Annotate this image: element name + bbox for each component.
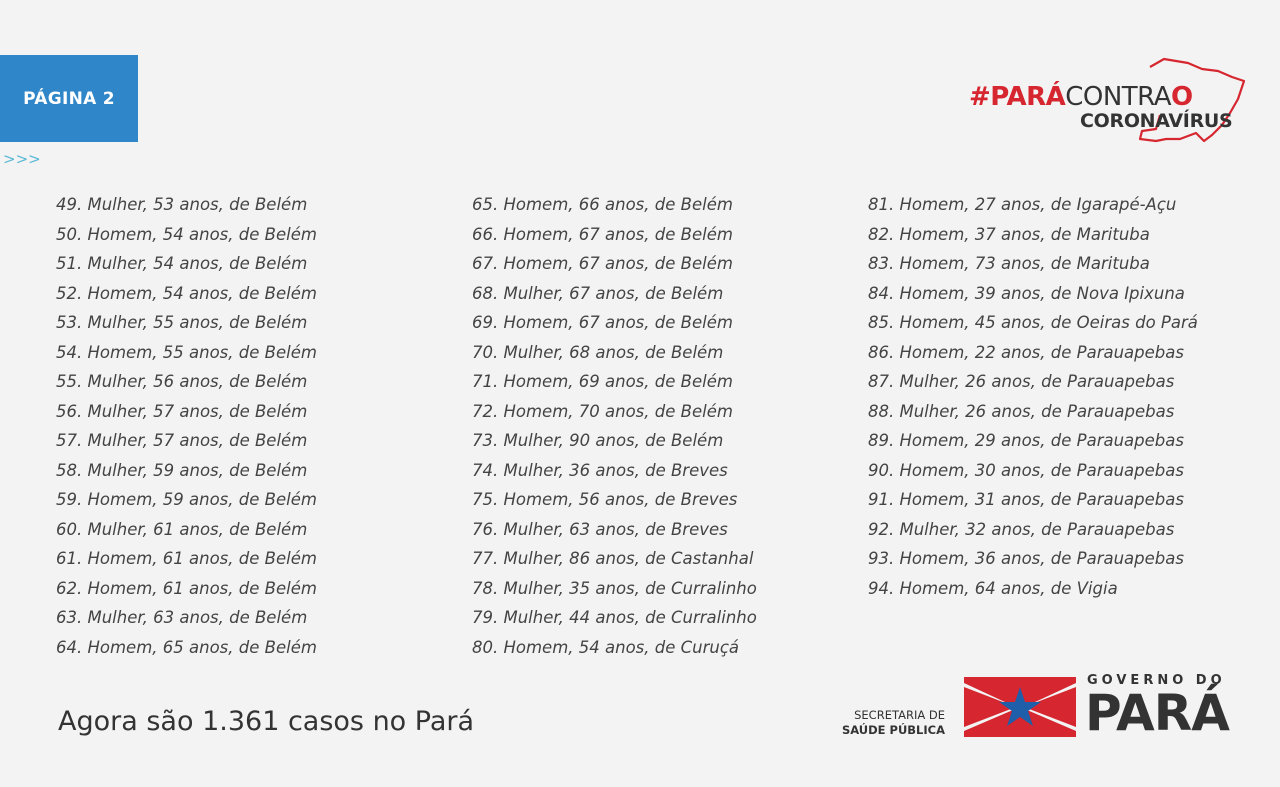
list-item: 64. Homem, 65 anos, de Belém (56, 637, 317, 657)
list-item: 56. Mulher, 57 anos, de Belém (56, 401, 308, 421)
list-item: 93. Homem, 36 anos, de Parauapebas (868, 549, 1184, 568)
list-item: 89. Homem, 29 anos, de Parauapebas (868, 431, 1184, 450)
list-item: 49. Mulher, 53 anos, de Belém (56, 195, 308, 214)
list-item: 57. Mulher, 57 anos, de Belém (56, 431, 308, 450)
case-list-column-1 (56, 190, 317, 662)
list-item: 69. Homem, 67 anos, de Belém (472, 313, 733, 332)
list-item: 54. Homem, 55 anos, de Belém (56, 342, 317, 362)
list-item: 94. Homem, 64 anos, de Vigia (868, 578, 1118, 598)
list-item: 79. Mulher, 44 anos, de Curralinho (472, 608, 757, 627)
list-item: 92. Mulher, 32 anos, de Parauapebas (868, 519, 1175, 539)
list-item: 85. Homem, 45 anos, de Oeiras do Pará (868, 313, 1198, 332)
case-list-column-2 (472, 190, 757, 662)
list-item: 65. Homem, 66 anos, de Belém (472, 195, 733, 214)
list-item: 51. Mulher, 54 anos, de Belém (56, 254, 308, 273)
case-list-column-3 (868, 190, 1198, 603)
secretaria-label (810, 708, 945, 738)
campaign-hashtag (969, 82, 1193, 112)
list-item: 70. Mulher, 68 anos, de Belém (472, 342, 724, 362)
page-label: PÁGINA 2 (23, 88, 115, 109)
list-item: 61. Homem, 61 anos, de Belém (56, 549, 317, 568)
list-item: 91. Homem, 31 anos, de Parauapebas (868, 490, 1184, 509)
list-item: 59. Homem, 59 anos, de Belém (56, 490, 317, 509)
campaign-coronavirus: CORONAVÍRUS (1080, 110, 1233, 132)
list-item: 62. Homem, 61 anos, de Belém (56, 578, 317, 598)
list-item: 82. Homem, 37 anos, de Marituba (868, 224, 1150, 244)
hash-sign: # (969, 82, 991, 112)
list-item: 63. Mulher, 63 anos, de Belém (56, 608, 308, 627)
list-item: 52. Homem, 54 anos, de Belém (56, 283, 317, 303)
list-item: 87. Mulher, 26 anos, de Parauapebas (868, 372, 1175, 391)
page-badge (0, 55, 138, 142)
list-item: 72. Homem, 70 anos, de Belém (472, 401, 733, 421)
list-item: 84. Homem, 39 anos, de Nova Ipixuna (868, 283, 1185, 303)
list-item: 80. Homem, 54 anos, de Curuçá (472, 637, 740, 657)
hashtag-contra: CONTRA (1065, 82, 1171, 112)
list-item: 77. Mulher, 86 anos, de Castanhal (472, 549, 754, 568)
list-item: 58. Mulher, 59 anos, de Belém (56, 460, 308, 480)
list-item: 73. Mulher, 90 anos, de Belém (472, 431, 724, 450)
list-item: 71. Homem, 69 anos, de Belém (472, 372, 733, 391)
list-item: 55. Mulher, 56 anos, de Belém (56, 372, 308, 391)
secretaria-line-2: SAÚDE PÚBLICA (841, 723, 945, 737)
hashtag-para: PARÁ (990, 82, 1066, 112)
list-item: 53. Mulher, 55 anos, de Belém (56, 313, 308, 332)
list-item: 83. Homem, 73 anos, de Marituba (868, 254, 1150, 273)
list-item: 76. Mulher, 63 anos, de Breves (472, 519, 728, 539)
list-item: 74. Mulher, 36 anos, de Breves (472, 460, 728, 480)
chevrons-icon: >>> (3, 150, 41, 168)
para-flag-icon (964, 677, 1076, 737)
campaign-logo (960, 55, 1250, 145)
list-item: 90. Homem, 30 anos, de Parauapebas (868, 460, 1184, 480)
secretaria-line-1: SECRETARIA DE (854, 708, 945, 722)
list-item: 86. Homem, 22 anos, de Parauapebas (868, 342, 1184, 362)
gov-line-1: GOVERNO DO (1087, 673, 1226, 688)
list-item: 81. Homem, 27 anos, de Igarapé-Açu (868, 195, 1177, 214)
list-item: 50. Homem, 54 anos, de Belém (56, 224, 317, 244)
list-item: 60. Mulher, 61 anos, de Belém (56, 519, 308, 539)
list-item: 88. Mulher, 26 anos, de Parauapebas (868, 401, 1175, 421)
list-item: 68. Mulher, 67 anos, de Belém (472, 283, 724, 303)
list-item: 75. Homem, 56 anos, de Breves (472, 490, 738, 509)
hashtag-o: O (1170, 82, 1193, 112)
list-item: 78. Mulher, 35 anos, de Curralinho (472, 578, 757, 598)
list-item: 66. Homem, 67 anos, de Belém (472, 224, 733, 244)
gov-line-2: PARÁ (1085, 684, 1229, 742)
total-cases-text: Agora são 1.361 casos no Pará (58, 706, 475, 737)
list-item: 67. Homem, 67 anos, de Belém (472, 254, 733, 273)
